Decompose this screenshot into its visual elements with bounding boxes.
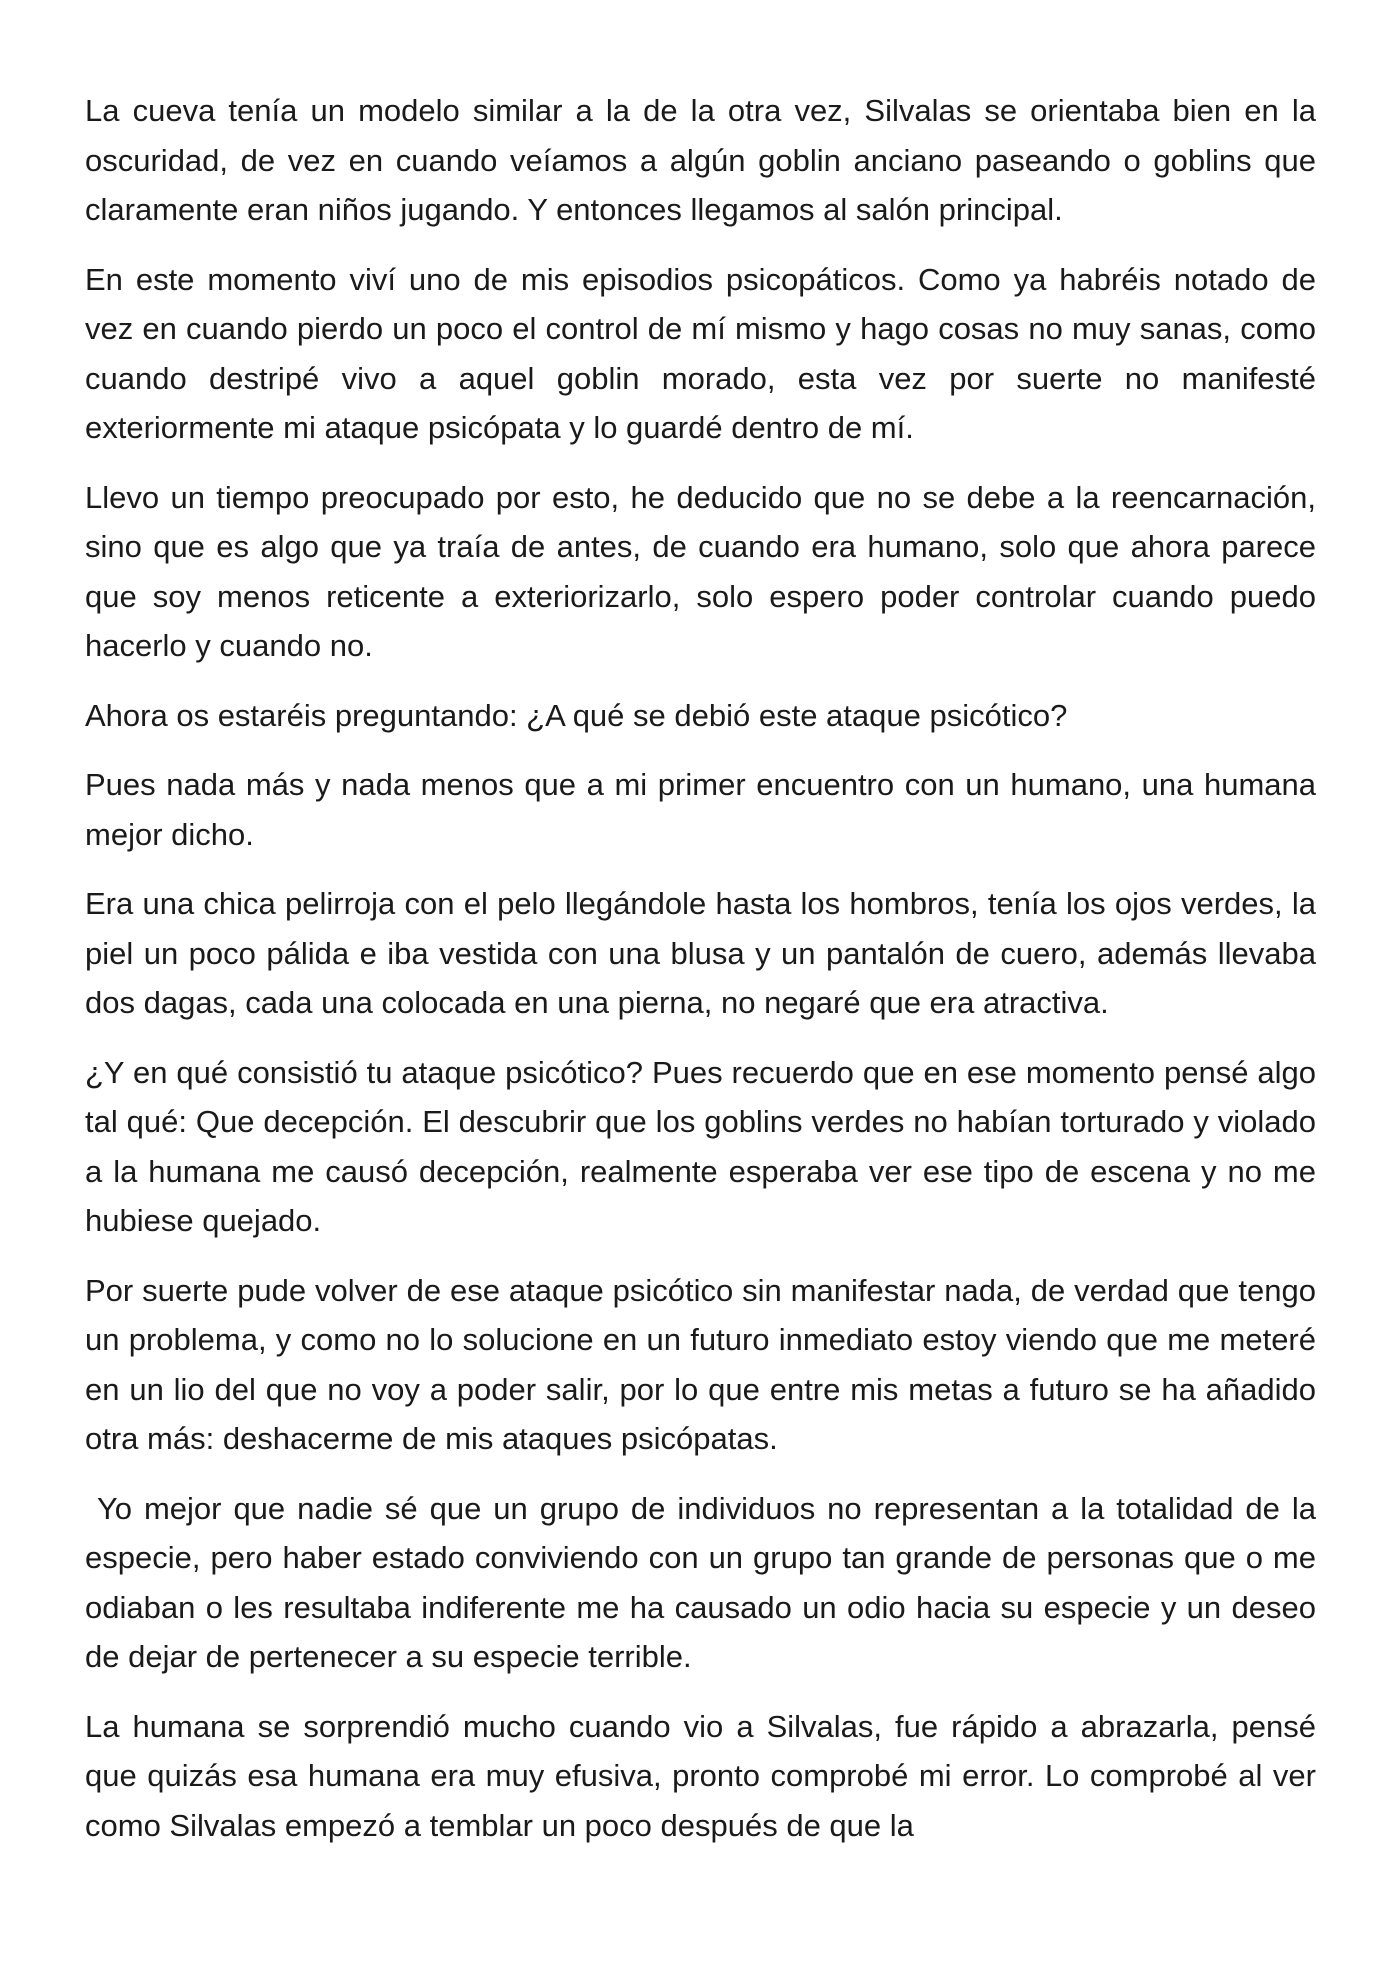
paragraph: Ahora os estaréis preguntando: ¿A qué se debió este ataque psicótico? [85,697,1068,733]
paragraph: La humana se sorprendió mucho cuando vio a Silvalas, fue rápido a abrazarla, pensé que quizás esa humana era muy efusiva, pronto comprobé mi error. Lo comprobé al ver como Silvalas empezó a temblar un poco después de que la [85,1708,1316,1843]
paragraph: En este momento viví uno de mis episodios psicopáticos. Como ya habréis notado de vez en cuando pierdo un poco el control de mí mismo y hago cosas no muy sanas, como cuando destripé vivo a aquel goblin morado, esta vez por suerte no manifesté exteriormente mi ataque psicópata y lo guardé dentro de mí. [85,261,1316,445]
paragraph: Pues nada más y nada menos que a mi primer encuentro con un humano, una humana mejor dicho. [85,767,1316,852]
paragraph: Yo mejor que nadie sé que un grupo de individuos no representan a la totalidad de la especie, pero haber estado conviviendo con un grupo tan grande de personas que o me odiaban o les resultaba indiferente me ha causado un odio hacia su especie y un deseo de dejar de pertenecer a su especie terrible. [85,1490,1325,1674]
paragraph: Era una chica pelirroja con el pelo llegándole hasta los hombros, tenía los ojos verdes, la piel un poco pálida e iba vestida con una blusa y un pantalón de cuero, además llevaba dos dagas, cada una colocada en una pierna, no negaré que era atractiva. [85,886,1316,1020]
paragraph: Llevo un tiempo preocupado por esto, he deducido que no se debe a la reencarnación, sino que es algo que ya traía de antes, de cuando era humano, solo que ahora parece que soy menos reticente a exteriorizarlo, solo espero poder controlar cuando puedo hacerlo y cuando no. [85,479,1316,663]
paragraph: Por suerte pude volver de ese ataque psicótico sin manifestar nada, de verdad que tengo un problema, y como no lo solucione en un futuro inmediato estoy viendo que me meteré en un lio del que no voy a poder salir, por lo que entre mis metas a futuro se ha añadido otra más: deshacerme de mis ataques psicópatas. [85,1272,1316,1456]
paragraph: La cueva tenía un modelo similar a la de la otra vez, Silvalas se orientaba bien en la oscuridad, de vez en cuando veíamos a algún goblin anciano paseando o goblins que claramente eran niños jugando. Y entonces llegamos al salón principal. [85,93,1316,227]
paragraph: ¿Y en qué consistió tu ataque psicótico? Pues recuerdo que en ese momento pensé algo tal qué: Que decepción. El descubrir que los goblins verdes no habían torturado y violado a la humana me causó decepción, realmente esperaba ver ese tipo de escena y no me hubiese quejado. [85,1054,1316,1238]
